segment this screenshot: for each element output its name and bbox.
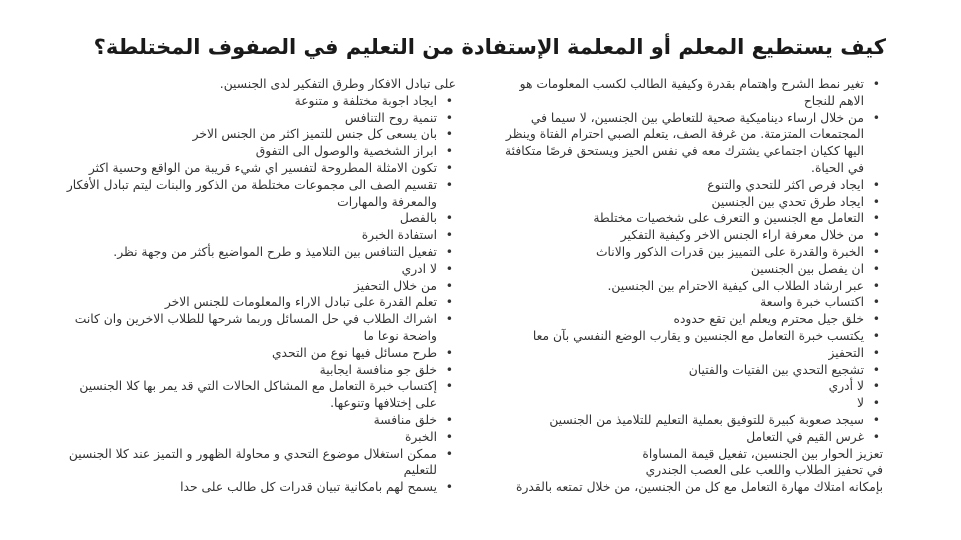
list-item: • خلق جيل محترم ويعلم اين تقع حدوده — [495, 311, 883, 328]
slide-title: كيف يستطيع المعلم أو المعلمة الإستفادة من التعليم في الصفوف المختلطة؟ — [93, 35, 886, 59]
list-item: • الخبرة — [56, 429, 456, 446]
list-item: • ايجاد اجوبة مختلفة و متنوعة — [56, 93, 456, 110]
list-item: • لا أدري — [495, 378, 883, 395]
list-item: • طرح مسائل فيها نوع من التحدي — [56, 345, 456, 362]
list-item: • من خلال ارساء ديناميكية صحية للتعاطي بين الجنسين، لا سيما في المجتمعات المتزمتة. من غرفة الصف، يتعلم الصبي احترام الفتاة وينظر اليها ككيان اجتماعي يشترك معه في نفس الحيز ويستحق فرصًا متكافئة في الحياة. — [495, 110, 883, 177]
list-item: • ان يفصل بين الجنسين — [495, 261, 883, 278]
list-item: • الخبرة والقدرة على التمييز بين قدرات الذكور والاناث — [495, 244, 883, 261]
list-item: • تكون الامثلة المطروحة لتفسير اي شيء قريبة من الواقع وحسية اكثر — [56, 160, 456, 177]
list-item: • ممكن استغلال موضوع التحدي و محاولة الظهور و التميز عند كلا الجنسين للتعليم — [56, 446, 456, 480]
left-column — [56, 76, 456, 496]
list-item: • التعامل مع الجنسين و التعرف على شخصيات مختلطة — [495, 210, 883, 227]
list-item: • سيجد صعوبة كبيرة للتوفيق بعملية التعليم للتلاميذ من الجنسين — [495, 412, 883, 429]
list-item: • التحفيز — [495, 345, 883, 362]
list-item: • بالفصل — [56, 210, 456, 227]
list-item: • استفادة الخبرة — [56, 227, 456, 244]
list-item: • ايجاد فرص اكثر للتحدي والتنوع — [495, 177, 883, 194]
list-item: • تفعيل التنافس بين التلاميذ و طرح المواضيع بأكثر من وجهة نظر. — [56, 244, 456, 261]
list-item: بإمكانه امتلاك مهارة التعامل مع كل من الجنسين، من خلال تمتعه بالقدرة — [516, 480, 883, 495]
list-item: • يسمح لهم بامكانية تبيان قدرات كل طالب على حدا — [56, 479, 456, 496]
list-item: • تنمية روح التنافس — [56, 110, 456, 127]
list-item: • اكتساب خبرة واسعة — [495, 294, 883, 311]
right-column — [495, 76, 883, 496]
list-item: في تحفيز الطلاب واللعب على العصب الجندري — [645, 463, 883, 478]
list-item: • إكتساب خبرة التعامل مع المشاكل الحالات التي قد يمر بها كلا الجنسين على إختلافها وتنوعها. — [56, 378, 456, 412]
list-item: • تغير نمط الشرح واهتمام بقدرة وكيفية الطالب لكسب المعلومات هو الاهم للنجاح — [495, 76, 883, 110]
list-item: • خلق جو منافسة ايجابية — [56, 362, 456, 379]
list-item: • يكتسب خبرة التعامل مع الجنسين و يقارب الوضع النفسي بآن معا — [495, 328, 883, 345]
right-bullet-list — [495, 76, 883, 496]
list-item: • اشراك الطلاب في حل المسائل وربما شرحها للطلاب الاخرين وان كانت واضحة نوعا ما — [56, 311, 456, 345]
left-bullet-list — [56, 76, 456, 496]
list-item: تعزيز الحوار بين الجنسين، تفعيل قيمة المساواة — [642, 446, 883, 461]
list-item: • تقسيم الصف الى مجموعات مختلطة من الذكور والبنات ليتم تبادل الأفكار والمعرفة والمهارات — [56, 177, 456, 211]
list-item: • من خلال التحفيز — [56, 278, 456, 295]
list-item: • عبر ارشاد الطلاب الى كيفية الاحترام بين الجنسين. — [495, 278, 883, 295]
list-item: • غرس القيم في التعامل — [495, 429, 883, 446]
list-item: • تشجيع التحدي بين الفتيات والفتيان — [495, 362, 883, 379]
list-item: • ابراز الشخصية والوصول الى التفوق — [56, 143, 456, 160]
list-item: على تبادل الافكار وطرق التفكير لدى الجنسين. — [219, 77, 456, 91]
list-item: • خلق منافسة — [56, 412, 456, 429]
list-item: • ايجاد طرق تحدي بين الجنسين — [495, 194, 883, 211]
list-item: • لا ادري — [56, 261, 456, 278]
list-item: • تعلم القدرة على تبادل الاراء والمعلومات للجنس الاخر — [56, 294, 456, 311]
list-item: • لا — [495, 395, 883, 412]
list-item: • من خلال معرفة اراء الجنس الاخر وكيفية التفكير — [495, 227, 883, 244]
list-item: • بان يسعى كل جنس للتميز اكثر من الجنس الاخر — [56, 126, 456, 143]
